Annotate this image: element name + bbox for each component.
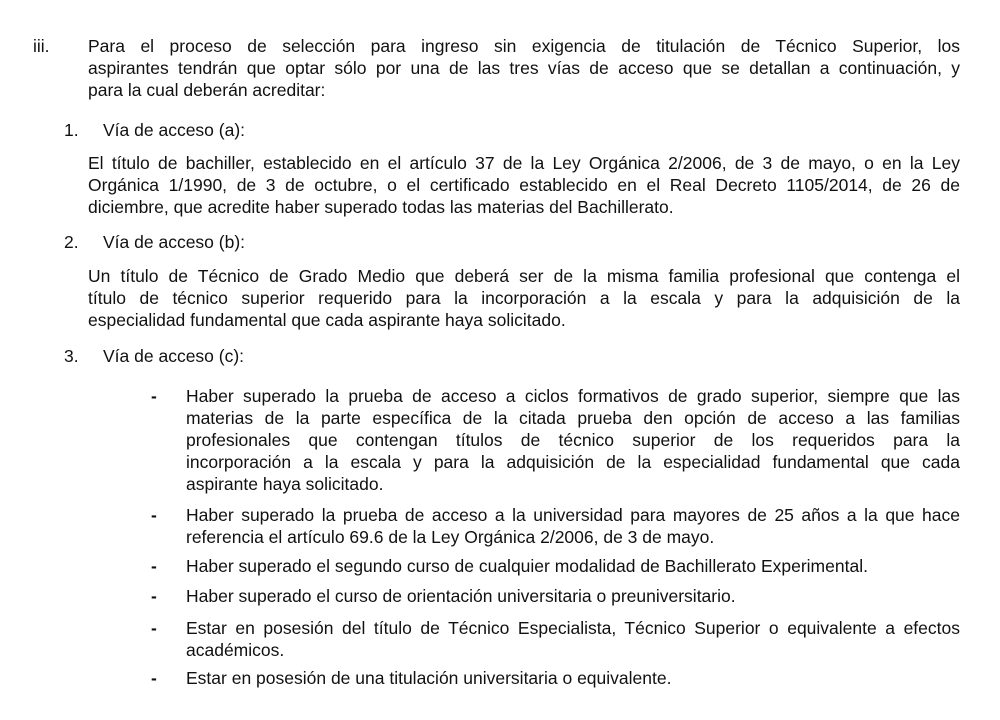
bullet-text [186,555,960,577]
bullet-line: Haber superado el segundo curso de cualquier modalidad de Bachillerato Experimental. [186,556,868,576]
dash-marker: - [151,618,157,638]
item-heading: Vía de acceso (b): [103,232,246,252]
paragraph-line: para la cual deberán acreditar: [88,80,326,100]
item-paragraph [88,152,960,218]
bullet-line: Estar en posesión del título de Técnico Especialista, Técnico Superior o equivalente a efectos [186,618,960,638]
bullet-line: Haber superado la prueba de acceso a ciclos formativos de grado superior, siempre que las [186,386,960,406]
bullet-text [186,585,960,607]
bullet-line: Estar en posesión de una titulación universitaria o equivalente. [186,668,672,688]
bullet-line: Haber superado la prueba de acceso a la universidad para mayores de 25 años a la que hace [186,505,960,525]
bullet-line: referencia el artículo 69.6 de la Ley Orgánica 2/2006, de 3 de mayo. [186,527,715,547]
item-heading: Vía de acceso (a): [103,120,246,140]
paragraph-line: Para el proceso de selección para ingreso sin exigencia de titulación de Técnico Superior, los [88,36,960,56]
bullet-line: profesionales que contengan títulos de técnico superior de los requeridos para la [186,430,960,450]
paragraph-line: Un título de Técnico de Grado Medio que deberá ser de la misma familia profesional que contenga el [88,266,960,286]
dash-marker: - [151,668,157,688]
bullet-line: Haber superado el curso de orientación universitaria o preuniversitario. [186,586,736,606]
bullet-line: materias de la parte específica de la citada prueba den opción de acceso a las familias [186,408,960,428]
paragraph-line: especialidad fundamental que cada aspirante haya solicitado. [88,310,566,330]
paragraph-line: Orgánica 1/1990, de 3 de octubre, o el certificado establecido en el Real Decreto 1105/2014, de 26 de [88,175,960,195]
item-number: 2. [64,232,79,252]
item-heading: Vía de acceso (c): [103,346,245,366]
dash-marker: - [151,586,157,606]
bullet-text [186,504,960,548]
paragraph-line: aspirantes tendrán que optar sólo por una de las tres vías de acceso que se detallan a continuación, y [88,58,960,78]
paragraph-line: título de técnico superior requerido para la incorporación a la escala y para la adquisición de la [88,288,960,308]
section-marker: iii. [33,36,50,56]
bullet-text [186,385,960,495]
paragraph-line: diciembre, que acredite haber superado todas las materias del Bachillerato. [88,197,674,217]
dash-marker: - [151,386,157,406]
dash-marker: - [151,505,157,525]
section-intro-paragraph [88,35,960,101]
item-number: 3. [64,346,79,366]
item-number: 1. [64,120,79,140]
bullet-text [186,667,960,689]
bullet-line: académicos. [186,640,285,660]
bullet-line: incorporación a la escala y para la adquisición de la especialidad fundamental que cada [186,452,960,472]
paragraph-line: El título de bachiller, establecido en el artículo 37 de la Ley Orgánica 2/2006, de 3 de mayo, o en la Ley [88,153,960,173]
item-paragraph [88,265,960,331]
bullet-text [186,617,960,661]
bullet-line: aspirante haya solicitado. [186,474,384,494]
dash-marker: - [151,556,157,576]
